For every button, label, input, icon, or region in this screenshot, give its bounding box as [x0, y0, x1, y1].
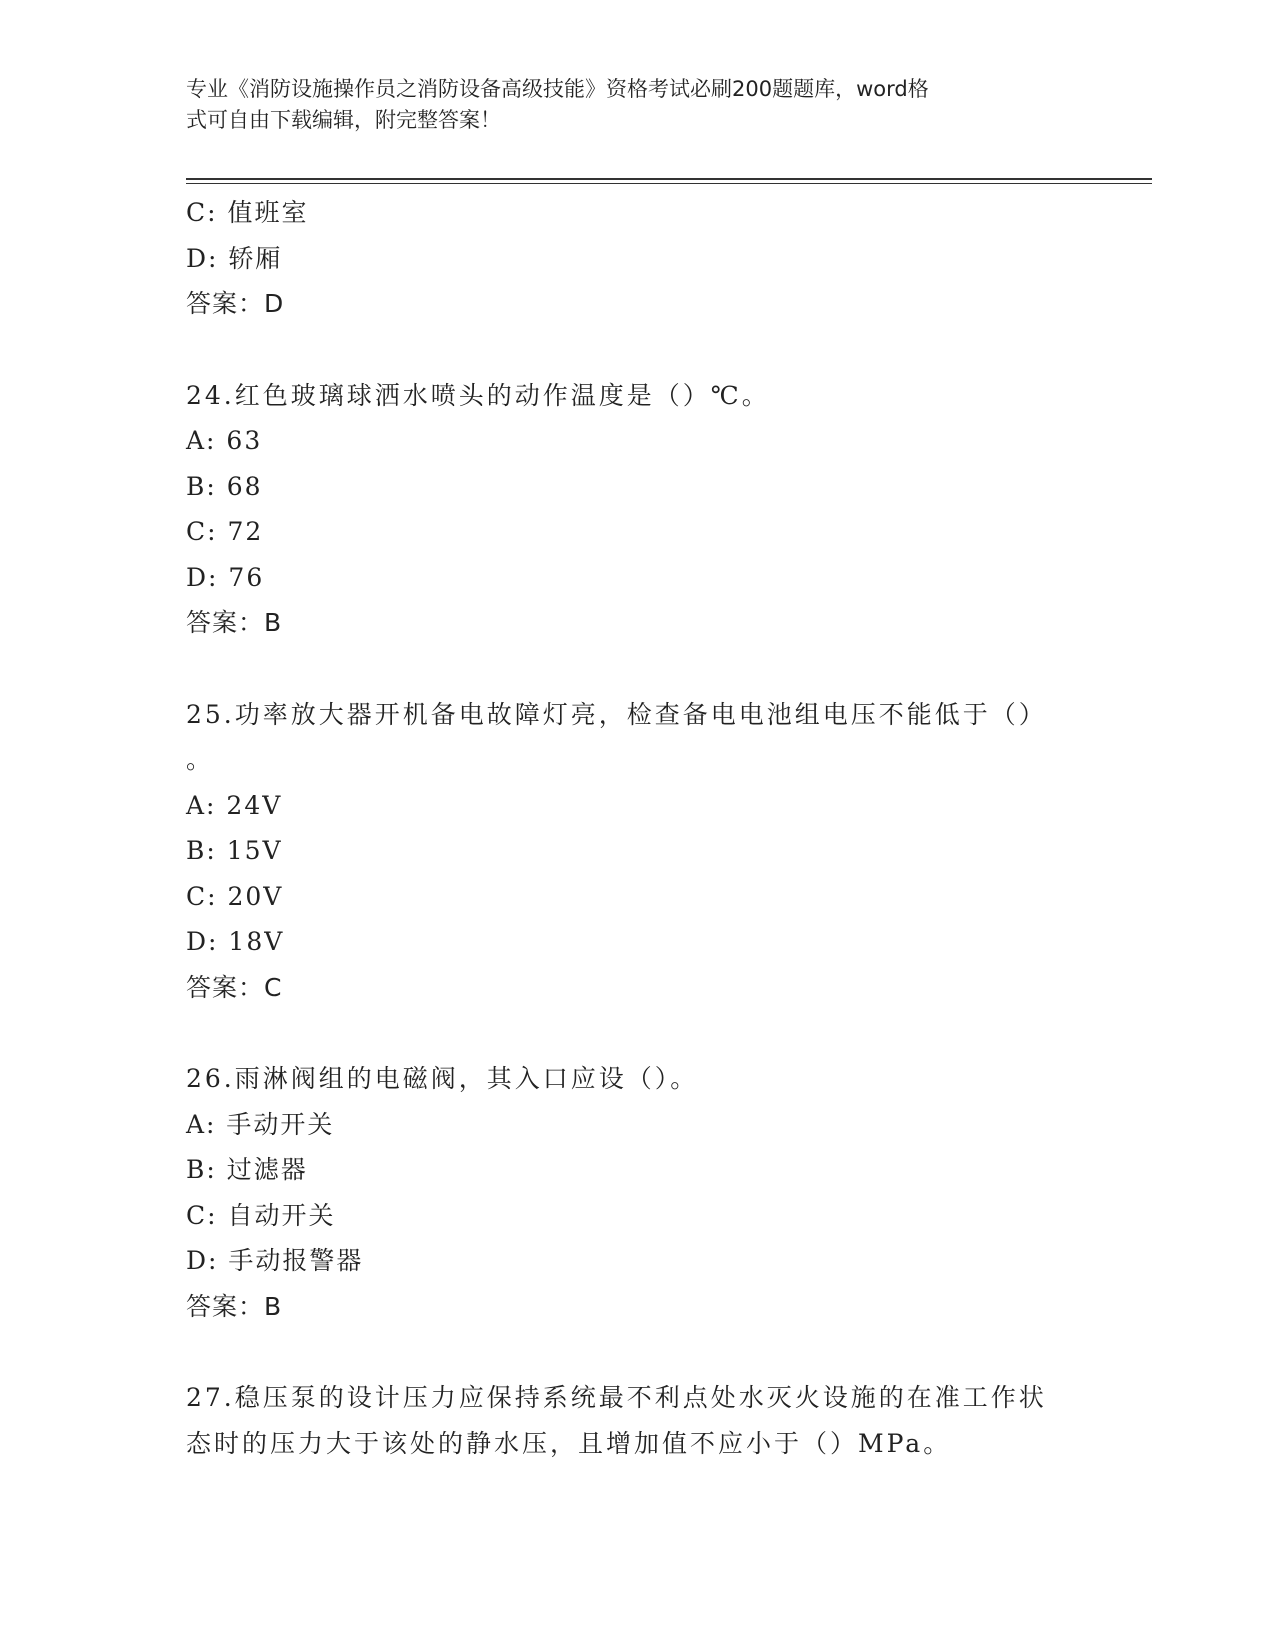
question-text: 26.雨淋阀组的电磁阀，其入口应设（）。	[186, 1064, 699, 1093]
option-a: A: 24V	[186, 790, 283, 820]
option-c: C: 20V	[186, 881, 284, 911]
option-b: B: 15V	[186, 836, 283, 865]
question-text-line-2: 态时的压力大于该处的静水压，且增加值不应小于（）MPa。	[186, 1428, 952, 1458]
answer: 答案：B	[186, 608, 283, 637]
answer: 答案：D	[186, 289, 285, 318]
option-d: D: 18V	[186, 927, 285, 956]
question-27	[186, 1375, 1086, 1466]
header-divider-thick	[186, 178, 1152, 180]
header-line-1: 专业《消防设施操作员之消防设备高级技能》资格考试必刷200题题库，word格	[186, 77, 929, 101]
header-divider-thin	[186, 183, 1152, 184]
question-24	[186, 373, 1086, 646]
option-d: D: 轿厢	[186, 243, 283, 273]
option-b: B: 过滤器	[186, 1155, 308, 1184]
option-c: C: 自动开关	[186, 1200, 336, 1230]
option-a: A: 手动开关	[186, 1109, 335, 1139]
option-d: D: 手动报警器	[186, 1246, 364, 1275]
document-header	[186, 74, 1086, 136]
question-text-line-1: 25.功率放大器开机备电故障灯亮，检查备电电池组电压不能低于（）	[186, 699, 1047, 729]
question-25	[186, 692, 1086, 1011]
option-a: A: 63	[186, 426, 263, 455]
answer: 答案：C	[186, 972, 283, 1002]
question-list	[186, 190, 1086, 1466]
option-d: D: 76	[186, 562, 265, 592]
header-line-2: 式可自由下载编辑，附完整答案！	[186, 108, 501, 132]
answer: 答案：B	[186, 1291, 283, 1321]
option-c: C: 72	[186, 517, 264, 546]
question-text: 24.红色玻璃球洒水喷头的动作温度是（）℃。	[186, 380, 770, 410]
question-23-tail	[186, 190, 1086, 327]
question-text-line-1: 27.稳压泵的设计压力应保持系统最不利点处水灭火设施的在准工作状	[186, 1383, 1047, 1412]
option-b: B: 68	[186, 471, 263, 501]
question-26	[186, 1056, 1086, 1329]
question-text-line-2: 。	[186, 745, 215, 774]
option-c: C: 值班室	[186, 198, 309, 227]
